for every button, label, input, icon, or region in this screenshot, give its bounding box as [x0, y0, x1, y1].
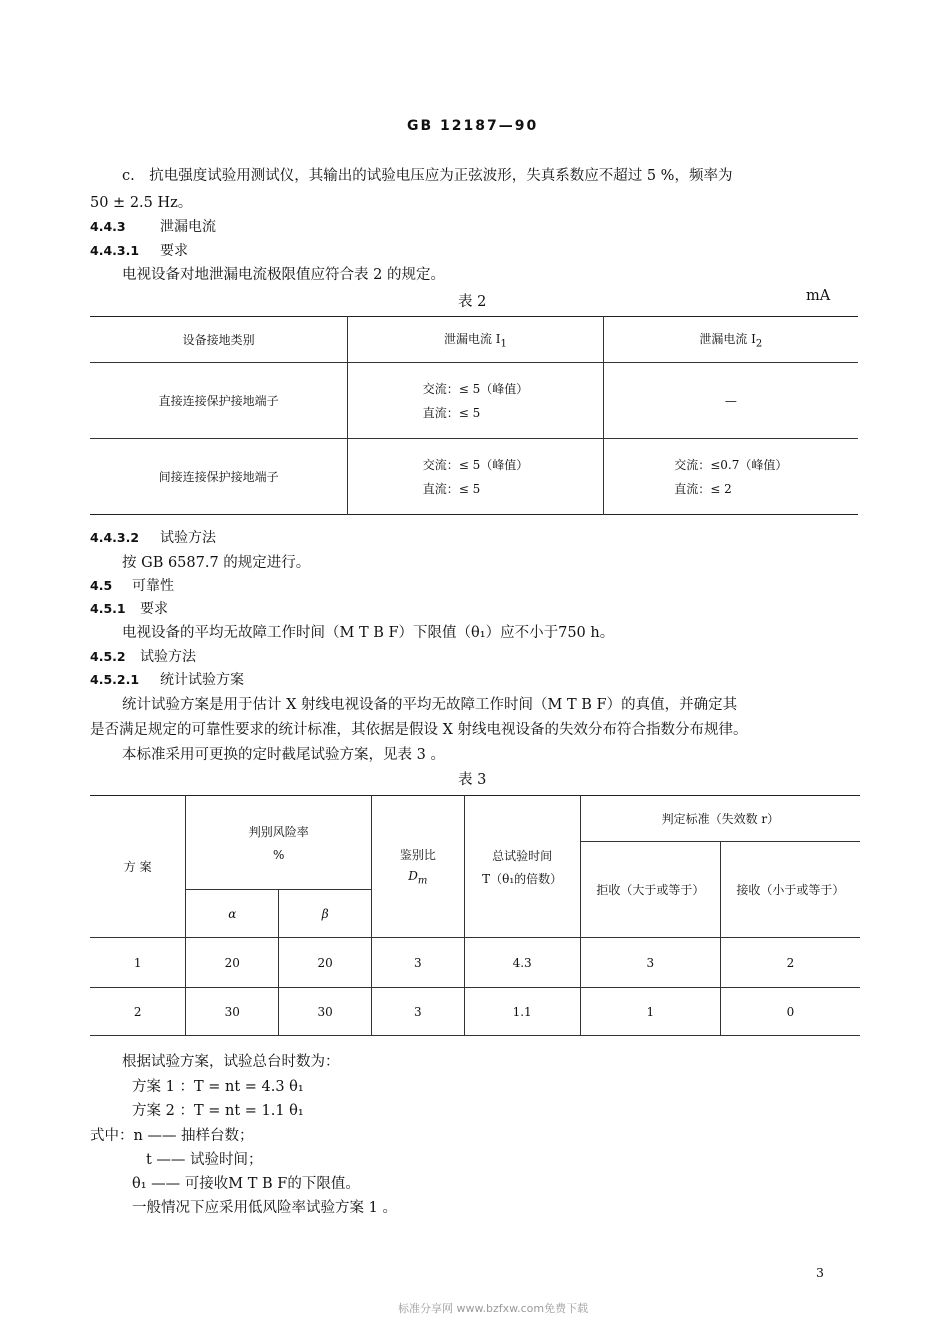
section-title: 试验方法	[160, 530, 216, 546]
header-accept: 接收（小于或等于）	[720, 842, 860, 938]
where-n: 式中：n —— 抽样台数；	[90, 1128, 254, 1144]
table-row	[90, 439, 858, 515]
section-4-4-3-2	[90, 527, 216, 547]
document-header: GB 12187—90	[407, 118, 539, 134]
table2-caption: 表 2	[458, 294, 487, 310]
cell-reject: 3	[580, 938, 720, 988]
cell-alpha: 20	[186, 938, 279, 988]
table-row	[90, 988, 860, 1036]
method-paragraph: 按 GB 6587.7 的规定进行。	[122, 555, 311, 571]
cell-dm: 3	[372, 988, 464, 1036]
cell-dm: 3	[372, 938, 464, 988]
section-4-5	[90, 575, 174, 595]
cell-category: 直接连接保护接地端子	[90, 363, 348, 439]
table-header-row	[90, 796, 860, 842]
section-title: 泄漏电流	[160, 219, 216, 235]
cell-accept: 2	[720, 938, 860, 988]
cell-reject: 1	[580, 988, 720, 1036]
section-title: 试验方法	[140, 649, 196, 665]
page-number: 3	[816, 1265, 824, 1280]
cell-beta: 20	[279, 938, 372, 988]
statistics-paragraph-line1: 统计试验方案是用于估计 X 射线电视设备的平均无故障工作时间（M T B F）的真值，并确定其	[122, 697, 738, 713]
header-i2: 泄漏电流 $I_2$	[603, 317, 858, 363]
item-c-line2: 50 ± 2.5 Hz。	[90, 195, 193, 211]
cell-i2: 交流：≤0.7（峰值） 直流：≤ 2	[603, 439, 858, 515]
section-number: 4.5	[90, 578, 113, 593]
section-number: 4.4.3.2	[90, 530, 140, 545]
section-4-4-3	[90, 216, 216, 236]
cell-t: 1.1	[464, 988, 580, 1036]
cell-i1: 交流：≤ 5（峰值） 直流：≤ 5	[348, 363, 603, 439]
cell-plan: 1	[90, 938, 186, 988]
mtbf-paragraph: 电视设备的平均无故障工作时间（M T B F）下限值（θ₁）应不小于750 h。	[122, 625, 615, 641]
section-title: 要求	[140, 601, 168, 617]
header-total-time: 总试验时间 T（θ₁的倍数）	[464, 796, 580, 938]
leakage-paragraph: 电视设备对地泄漏电流极限值应符合表 2 的规定。	[122, 267, 445, 283]
cell-category: 间接连接保护接地端子	[90, 439, 348, 515]
section-title: 要求	[160, 243, 188, 259]
item-c-line1: c. 抗电强度试验用测试仪，其输出的试验电压应为正弦波形，失真系数应不超过 5 %，频率为	[122, 168, 733, 184]
table-row	[90, 938, 860, 988]
cell-t: 4.3	[464, 938, 580, 988]
table-2	[90, 316, 858, 515]
where-theta: θ₁ —— 可接收M T B F的下限值。	[132, 1176, 360, 1192]
table2-unit: mA	[806, 288, 831, 304]
equation-plan-2: 方案 2 ：T = nt = 1.1 θ₁	[132, 1103, 304, 1119]
header-discrimination-ratio: 鉴别比 $D_m$	[372, 796, 464, 938]
header-reject: 拒收（大于或等于）	[580, 842, 720, 938]
header-criteria: 判定标准（失效数 r）	[580, 796, 860, 842]
general-paragraph: 一般情况下应采用低风险率试验方案 1 。	[132, 1200, 397, 1216]
header-i1: 泄漏电流 $I_1$	[348, 317, 603, 363]
table-header-row	[90, 317, 858, 363]
cell-i1: 交流：≤ 5（峰值） 直流：≤ 5	[348, 439, 603, 515]
section-4-5-1	[90, 598, 168, 618]
section-title: 统计试验方案	[160, 672, 244, 688]
table3-caption: 表 3	[458, 772, 487, 788]
section-number: 4.5.2	[90, 649, 126, 664]
section-4-4-3-1	[90, 240, 188, 260]
section-number: 4.5.1	[90, 601, 126, 616]
footer-watermark: 标准分享网 www.bzfxw.com免费下载	[398, 1302, 589, 1315]
header-plan: 方 案	[90, 796, 186, 938]
header-alpha: α	[186, 890, 279, 938]
header-beta: β	[279, 890, 372, 938]
table-row	[90, 363, 858, 439]
section-number: 4.5.2.1	[90, 672, 140, 687]
plan-paragraph: 本标准采用可更换的定时截尾试验方案，见表 3 。	[122, 747, 445, 763]
section-4-5-2	[90, 646, 196, 666]
total-hours-paragraph: 根据试验方案，试验总台时数为：	[122, 1054, 340, 1070]
section-number: 4.4.3	[90, 219, 126, 234]
statistics-paragraph-line2: 是否满足规定的可靠性要求的统计标准，其依据是假设 X 射线电视设备的失效分布符合指数分布规律。	[90, 722, 748, 738]
cell-beta: 30	[279, 988, 372, 1036]
where-t: t —— 试验时间；	[146, 1152, 263, 1168]
section-number: 4.4.3.1	[90, 243, 140, 258]
cell-i2: —	[603, 363, 858, 439]
equation-plan-1: 方案 1 ：T = nt = 4.3 θ₁	[132, 1079, 304, 1095]
cell-plan: 2	[90, 988, 186, 1036]
section-title: 可靠性	[132, 578, 174, 594]
header-risk: 判别风险率 %	[186, 796, 372, 890]
table-3	[90, 795, 860, 1036]
cell-alpha: 30	[186, 988, 279, 1036]
section-4-5-2-1	[90, 669, 244, 689]
cell-accept: 0	[720, 988, 860, 1036]
header-category: 设备接地类别	[90, 317, 348, 363]
